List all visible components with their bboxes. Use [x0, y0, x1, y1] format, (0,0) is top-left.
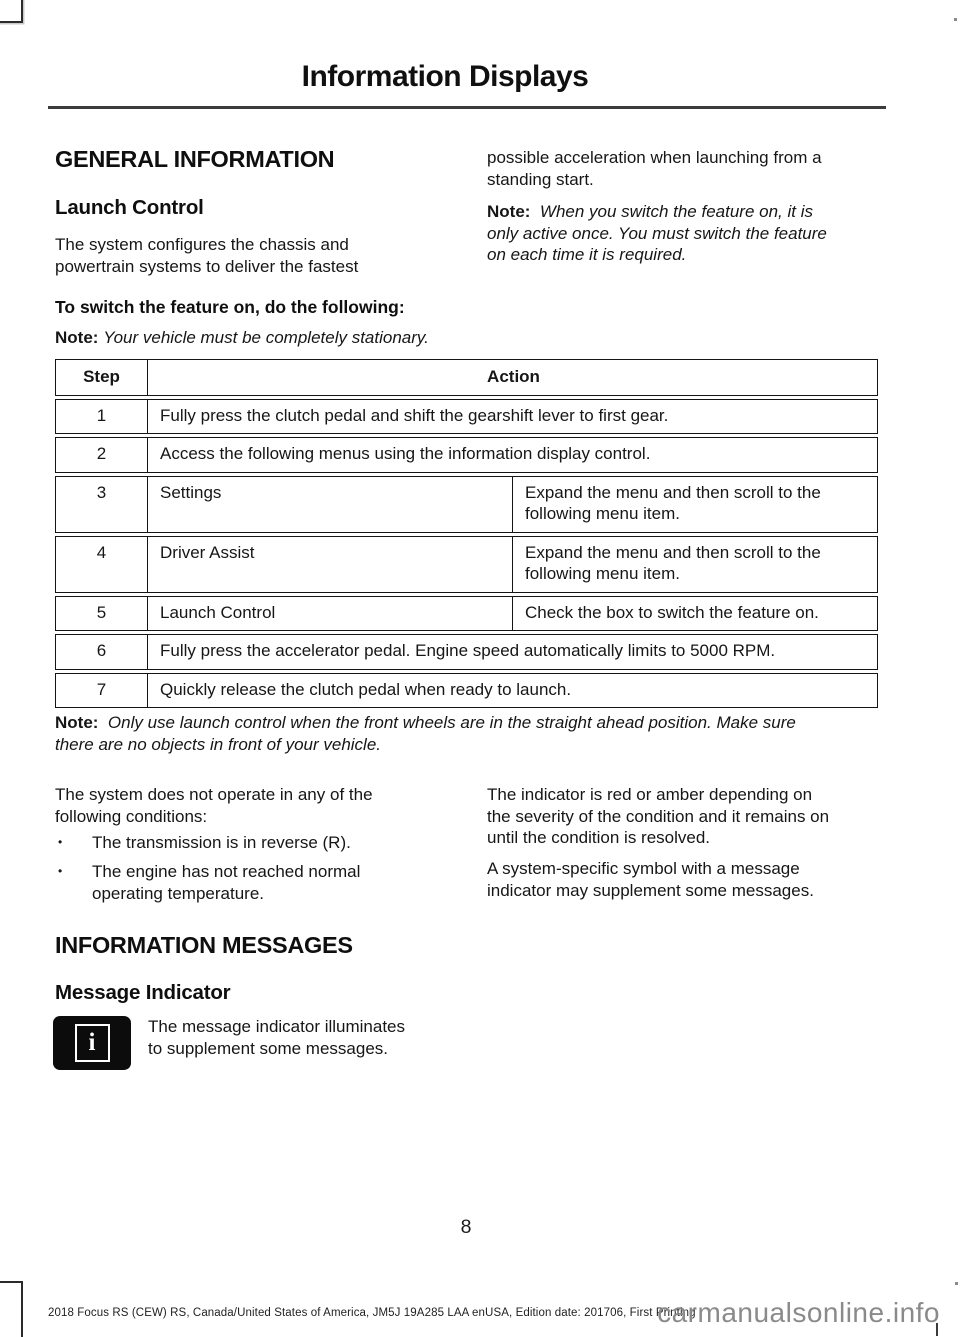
step-cell: 4 — [55, 536, 148, 593]
watermark: carmanualsonline.info — [657, 1297, 940, 1328]
step-cell: 7 — [55, 673, 148, 709]
menu-cell: Launch Control — [148, 596, 513, 632]
note-stationary — [55, 327, 429, 349]
crop-mark-top-left — [0, 0, 23, 23]
conditions-intro: The system does not operate in any of the following conditions: — [55, 785, 373, 826]
note-text: Your vehicle must be completely stationary. — [103, 328, 429, 347]
column-header-action: Action — [148, 359, 878, 396]
header-rule — [48, 106, 886, 109]
section-heading-information-messages: INFORMATION MESSAGES — [55, 932, 353, 958]
table-row — [55, 634, 878, 670]
step-cell: 2 — [55, 437, 148, 473]
menu-cell: Driver Assist — [148, 536, 513, 593]
crop-tick-top-right — [954, 18, 957, 21]
info-icon: i — [88, 1028, 96, 1056]
table-row — [55, 673, 878, 709]
subsection-heading-message-indicator: Message Indicator — [55, 981, 231, 1004]
step-cell: 6 — [55, 634, 148, 670]
table-row — [55, 536, 878, 593]
table-header-row — [55, 359, 878, 396]
table-row — [55, 399, 878, 435]
table-row — [55, 437, 878, 473]
step-cell: 5 — [55, 596, 148, 632]
note-text: When you switch the feature on, it is only active once. You must switch the feature on each time it is required. — [487, 202, 827, 264]
launch-control-steps-table — [55, 356, 878, 711]
action-cell: Access the following menus using the information display control. — [148, 437, 878, 473]
bullet-icon: • — [58, 835, 63, 849]
note-label: Note: — [55, 328, 99, 347]
step-cell: 1 — [55, 399, 148, 435]
detail-cell: Expand the menu and then scroll to the following menu item. — [513, 536, 878, 593]
list-item-text: The engine has not reached normal operating temperature. — [92, 862, 361, 903]
launch-control-intro-right: possible acceleration when launching from a standing start. — [487, 148, 822, 189]
page-number: 8 — [460, 1216, 472, 1238]
section-heading-general-information: GENERAL INFORMATION — [55, 146, 335, 172]
procedure-heading: To switch the feature on, do the following: — [55, 297, 405, 317]
launch-control-intro-left: The system configures the chassis and powertrain systems to deliver the fastest — [55, 235, 359, 276]
list-item — [55, 832, 385, 854]
footer-imprint: 2018 Focus RS (CEW) RS, Canada/United States of America, JM5J 19A285 LAA enUSA, Edition date: 201706, First Printing — [48, 1307, 696, 1319]
column-header-step: Step — [55, 359, 148, 396]
list-item — [55, 861, 385, 904]
bullet-icon: • — [58, 864, 63, 878]
action-cell: Fully press the accelerator pedal. Engine speed automatically limits to 5000 RPM. — [148, 634, 878, 670]
note-text: Only use launch control when the front wheels are in the straight ahead position. Make sure there are no objects in front of your vehicle. — [55, 713, 796, 754]
detail-cell: Expand the menu and then scroll to the following menu item. — [513, 476, 878, 533]
note-once-only — [487, 201, 839, 266]
note-label: Note: — [487, 202, 531, 221]
step-cell: 3 — [55, 476, 148, 533]
list-item-text: The transmission is in reverse (R). — [92, 833, 351, 852]
note-straight-ahead — [55, 712, 805, 755]
table-row — [55, 596, 878, 632]
menu-cell: Settings — [148, 476, 513, 533]
detail-cell: Check the box to switch the feature on. — [513, 596, 878, 632]
page-title: Information Displays — [301, 60, 589, 93]
crop-tick-bottom-right — [955, 1282, 958, 1285]
message-indicator-icon — [53, 1016, 131, 1070]
crop-mark-bottom-left — [0, 1281, 23, 1337]
action-cell: Quickly release the clutch pedal when ready to launch. — [148, 673, 878, 709]
indicator-paragraph-1: The indicator is red or amber depending on the severity of the condition and it remains on until the condition is resolved. — [487, 785, 830, 847]
table-row — [55, 476, 878, 533]
subsection-heading-launch-control: Launch Control — [55, 196, 204, 219]
action-cell: Fully press the clutch pedal and shift the gearshift lever to first gear. — [148, 399, 878, 435]
message-indicator-description: The message indicator illuminates to supplement some messages. — [148, 1017, 406, 1058]
indicator-paragraph-2: A system-specific symbol with a message indicator may supplement some messages. — [487, 859, 814, 900]
note-label: Note: — [55, 713, 99, 732]
info-icon-frame — [75, 1024, 110, 1062]
